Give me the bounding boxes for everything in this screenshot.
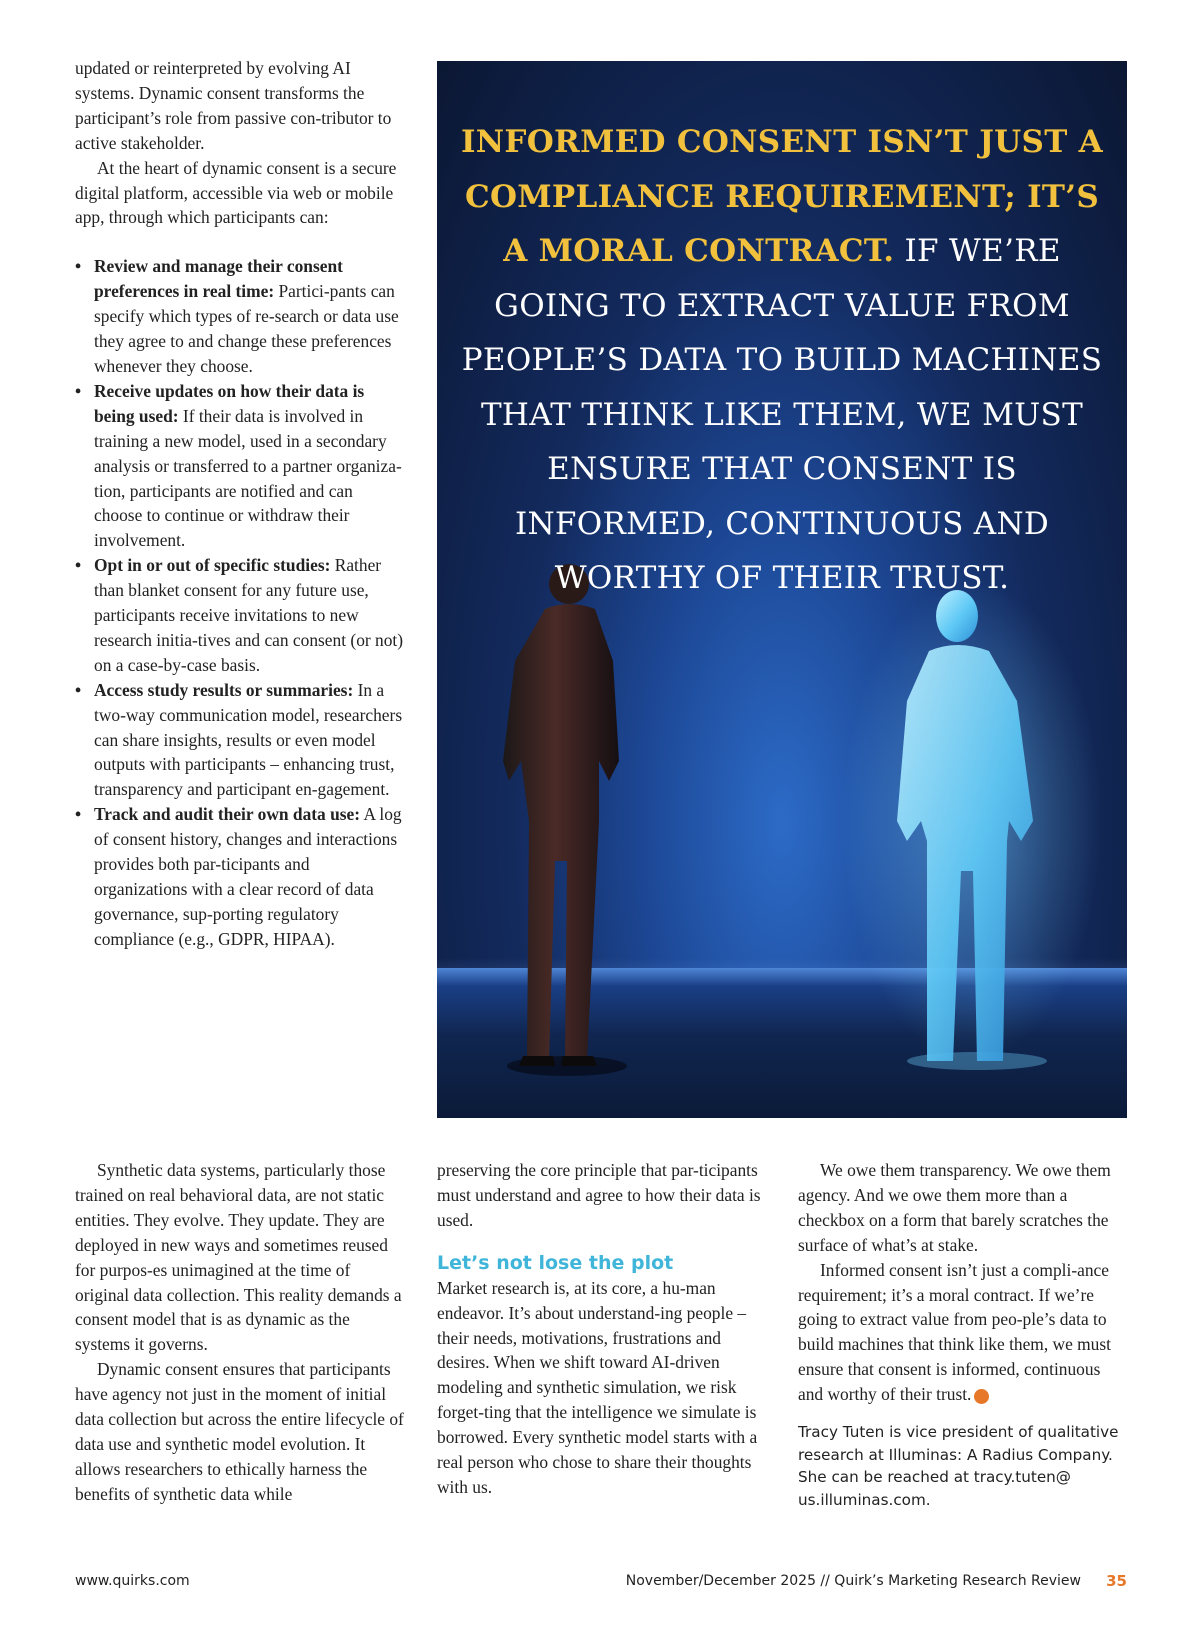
list-item-text: A log of consent history, changes and interactions provides both par-ticipants and organizations with a clear record of data governance, sup-porting regulatory compliance (e.g., GDPR, HIPAA). bbox=[94, 804, 402, 949]
section-heading: Let’s not lose the plot bbox=[437, 1251, 674, 1274]
paragraph: Market research is, at its core, a hu-man endeavor. It’s about understand-ing people – their needs, motivations, frustrations and desires. When we shift toward AI-driven modeling and synthetic simulation, we risk forget-ting that the intelligence we simulate is borrowed. Every synthetic model starts with a real person who chose to share their thoughts with us. bbox=[437, 1277, 758, 1497]
list-item-text: Partici-pants can specify which types of re-search or data use they agree to and change these preferences whenever they choose. bbox=[94, 281, 399, 376]
column-1 bbox=[75, 1158, 405, 1507]
feature-image bbox=[437, 61, 1127, 1118]
list-item-text: If their data is involved in training a new model, used in a secondary analysis or transferred to a partner organiza-tion, participants are notified and can choose to continue or withdraw their involvement. bbox=[94, 405, 402, 551]
list-item-lead: Review and manage their consent preferences in real time: bbox=[94, 256, 343, 302]
list-item bbox=[75, 678, 405, 803]
list-item bbox=[75, 802, 405, 951]
footer-url: www.quirks.com bbox=[75, 1573, 190, 1589]
pull-quote-highlight: INFORMED CONSENT ISN’T JUST A COMPLIANCE REQUIREMENT; IT’S A MORAL CONTRACT. bbox=[460, 124, 1104, 269]
paragraph: Synthetic data systems, particularly those trained on real behavioral data, are not static entities. They evolve. They update. They are deployed in new ways and sometimes reused for purpos-es unimagined at the time of original data collection. This reality demands a consent model that is as dynamic as the systems it governs. bbox=[75, 1160, 402, 1355]
list-item-lead: Receive updates on how their data is being used: bbox=[94, 380, 365, 426]
paragraph bbox=[798, 1258, 1128, 1407]
paragraph: Dynamic consent ensures that participants have agency not just in the moment of initial data collection but across the entire lifecycle of data use and synthetic model evolution. It allows researchers to ethically harness the benefits of synthetic data while bbox=[75, 1359, 404, 1504]
paragraph: We owe them transparency. We owe them agency. And we owe them more than a checkbox on a form that barely scratches the surface of what’s at stake. bbox=[798, 1160, 1111, 1255]
list-item-lead: Opt in or out of specific studies: bbox=[94, 555, 331, 576]
pull-quote-rest: IF WE’RE GOING TO EXTRACT VALUE FROM PEOPLE’S DATA TO BUILD MACHINES THAT THINK LIKE THEM, WE MUST ENSURE THAT CONSENT IS INFORMED, CONTINUOUS AND WORTHY OF THEIR TRUST. bbox=[461, 233, 1103, 596]
man-figure bbox=[503, 564, 627, 1076]
list-item-text: Rather than blanket consent for any future use, participants receive invitations to new research initia-tives and can consent (or not) on a case-by-case basis. bbox=[94, 555, 404, 675]
list-item-text: In a two-way communication model, researchers can share insights, results or even model outputs with participants – enhancing trust, transparency and participant en-gagement. bbox=[94, 679, 403, 800]
list-item bbox=[75, 254, 405, 379]
list-item-lead: Access study results or summaries: bbox=[94, 679, 354, 700]
list-item bbox=[75, 553, 405, 678]
paragraph: preserving the core principle that par-ticipants must understand and agree to how their data is used. bbox=[437, 1160, 761, 1230]
pull-quote bbox=[457, 115, 1107, 606]
footer-issue: November/December 2025 // Quirk’s Marketing Research Review bbox=[625, 1573, 1081, 1589]
bullet-list bbox=[75, 254, 405, 951]
end-mark-icon: Q bbox=[974, 1389, 989, 1404]
author-bio: Tracy Tuten is vice president of qualitative research at Illuminas: A Radius Company. She can be reached at tracy.tuten@ us.illuminas.com. bbox=[798, 1423, 1119, 1509]
list-item bbox=[75, 379, 405, 553]
page-footer bbox=[75, 1573, 1127, 1595]
column-3 bbox=[798, 1158, 1128, 1511]
paragraph: updated or reinterpreted by evolving AI systems. Dynamic consent transforms the participant’s role from passive con-tributor to active stakeholder. bbox=[75, 58, 392, 153]
paragraph-text: Informed consent isn’t just a compli-ance requirement; it’s a moral contract. If we’re going to extract value from peo-ple’s data to build machines that think like them, we must ensure that consent is informed, continuous and worthy of their trust. bbox=[798, 1259, 1111, 1405]
list-item-lead: Track and audit their own data use: bbox=[94, 804, 361, 825]
hologram-figure bbox=[842, 581, 1102, 1070]
paragraph: At the heart of dynamic consent is a secure digital platform, accessible via web or mobile app, through which participants can: bbox=[75, 157, 397, 228]
column-2 bbox=[437, 1158, 767, 1500]
top-left-column bbox=[75, 56, 405, 952]
page-number: 35 bbox=[1106, 1572, 1127, 1590]
